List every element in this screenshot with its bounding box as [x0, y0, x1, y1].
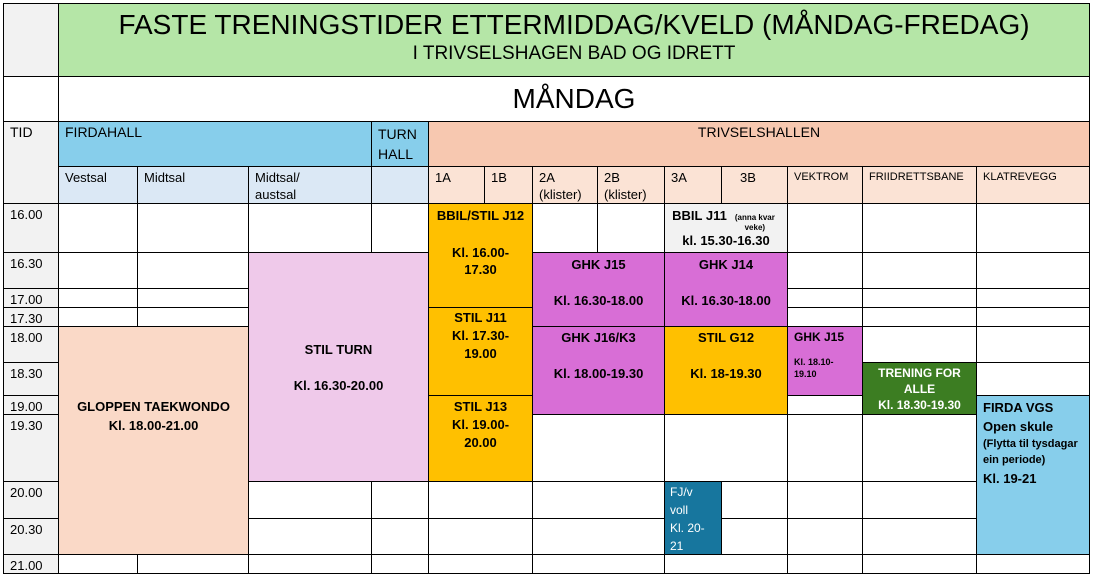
col-klatrevegg: KLATREVEGG — [976, 166, 1090, 204]
event-time: Kl. 17.30-19.00 — [451, 328, 510, 361]
event-time: Kl. 18.30-19.30 — [878, 397, 961, 412]
empty-cell — [371, 554, 429, 574]
trivselshallen-header: TRIVSELSHALLEN — [428, 121, 1090, 167]
col-1a: 1A — [428, 166, 485, 204]
event-time: Kl. 18.00-21.00 — [108, 418, 199, 433]
empty-cell — [862, 288, 977, 308]
event-title: TRENING FOR ALLE — [878, 365, 961, 396]
event-time: Kl. 16.30-18.00 — [681, 293, 771, 308]
empty-cell — [976, 362, 1090, 396]
time-1800: 18.00 — [3, 326, 59, 363]
turnhall-header — [371, 121, 429, 167]
empty-cell — [976, 252, 1090, 289]
col-3a: 3A — [664, 166, 722, 204]
col-2a-2: (klister) — [539, 187, 582, 202]
col-friidrett: FRIIDRETTSBANE — [862, 166, 977, 204]
empty-cell — [428, 554, 533, 574]
col-vektrom: VEKTROM — [787, 166, 863, 204]
event-ghk-j15 — [532, 252, 665, 327]
empty-cell — [976, 203, 1090, 253]
corner-cell — [3, 3, 59, 77]
empty-cell — [428, 518, 533, 555]
event-ghk-j14 — [664, 252, 788, 327]
event-title-row — [672, 208, 780, 233]
empty-cell — [428, 481, 533, 519]
event-time: Kl. 18.10-19.10 — [794, 357, 834, 379]
event-time: Kl. 19-21 — [983, 471, 1037, 486]
event-stil-turn — [248, 252, 429, 482]
empty-cell — [721, 481, 788, 519]
empty-cell — [787, 307, 863, 327]
empty-cell — [597, 203, 665, 253]
empty-cell — [137, 203, 249, 253]
empty-cell — [862, 518, 977, 555]
page-subtitle: I TRIVSELSHAGEN BAD OG IDRETT — [412, 43, 736, 64]
empty-cell — [371, 518, 429, 555]
col-3b: 3B — [721, 166, 788, 204]
col-2a — [532, 166, 598, 204]
event-time: Kl. 19.00-20.00 — [451, 417, 510, 450]
time-2000: 20.00 — [3, 481, 59, 519]
empty-cell — [58, 252, 138, 289]
col-2b — [597, 166, 665, 204]
event-title: GHK J15 — [794, 330, 845, 344]
empty-cell — [862, 203, 977, 253]
event-time: Kl. 18-19.30 — [690, 366, 762, 381]
empty-cell — [137, 554, 249, 574]
empty-cell — [862, 481, 977, 519]
event-note: (Flytta til tysdagar ein periode) — [983, 438, 1078, 466]
empty-cell — [248, 554, 372, 574]
event-firda-vgs — [976, 395, 1090, 555]
event-fj-voll — [664, 481, 722, 555]
event-time: Kl. 20-21 — [670, 521, 705, 553]
empty-cell — [787, 518, 863, 555]
day-title: MÅNDAG — [58, 76, 1090, 122]
firdahall-header: FIRDAHALL — [58, 121, 372, 167]
event-title: GHK J16/K3 — [561, 330, 636, 345]
empty-cell — [976, 288, 1090, 308]
col-midtsal: Midtsal — [137, 166, 249, 204]
empty-cell — [371, 481, 429, 519]
empty-cell — [664, 414, 788, 482]
event-title: GHK J14 — [698, 257, 754, 272]
event-gloppen-taekwondo — [58, 326, 249, 555]
event-time: kl. 15.30-16.30 — [682, 233, 770, 248]
empty-cell — [58, 203, 138, 253]
event-stil-g12 — [664, 326, 788, 415]
col-2a-1: 2A — [539, 170, 555, 185]
empty-cell — [862, 554, 977, 574]
event-title: STIL G12 — [697, 330, 755, 345]
event-title: STIL J13 — [453, 399, 508, 414]
event-bbil-stil-j12 — [428, 203, 533, 308]
col-midtsal-austsal-2: austsal — [255, 187, 297, 202]
event-time: Kl. 16.30-20.00 — [293, 377, 384, 393]
empty-cell — [371, 203, 429, 253]
empty-cell — [532, 554, 665, 574]
time-1830: 18.30 — [3, 362, 59, 396]
col-midtsal-austsal-1: Midtsal/ — [255, 170, 300, 185]
empty-cell — [532, 481, 665, 519]
empty-cell — [58, 288, 138, 308]
col-1b: 1B — [484, 166, 533, 204]
time-1900: 19.00 — [3, 395, 59, 415]
event-subtitle: Open skule — [983, 419, 1054, 434]
event-note: (anna kvar veke) — [734, 213, 775, 232]
empty-cell — [862, 307, 977, 327]
empty-cell — [862, 414, 977, 482]
empty-cell — [976, 326, 1090, 363]
event-bbil-j11 — [664, 203, 788, 253]
tid-header: TID — [3, 121, 59, 204]
event-ghk-j16-k3 — [532, 326, 665, 415]
empty-cell — [58, 307, 138, 327]
empty-cell — [664, 554, 788, 574]
time-2030: 20.30 — [3, 518, 59, 555]
turnhall-line2: HALL — [378, 146, 414, 162]
time-2100: 21.00 — [3, 554, 59, 574]
turnhall-line1: TURN — [378, 126, 417, 142]
event-title: STIL TURN — [304, 341, 373, 357]
time-1600: 16.00 — [3, 203, 59, 253]
col-midtsal-austsal — [248, 166, 372, 204]
empty-cell — [976, 307, 1090, 327]
event-title: GHK J15 — [571, 257, 626, 272]
empty-cell — [787, 554, 863, 574]
empty-cell — [248, 481, 372, 519]
time-1700: 17.00 — [3, 288, 59, 308]
empty-cell — [532, 414, 665, 482]
empty-cell — [787, 203, 863, 253]
empty-cell — [862, 252, 977, 289]
empty-cell — [787, 481, 863, 519]
col-2b-2: (klister) — [604, 187, 647, 202]
event-time: Kl. 18.00-19.30 — [553, 366, 644, 381]
event-time: Kl. 16.30-18.00 — [553, 293, 644, 308]
col-2b-1: 2B — [604, 170, 620, 185]
empty-cell — [248, 518, 372, 555]
event-trening-for-alle — [862, 362, 977, 415]
empty-cell — [137, 252, 249, 289]
empty-cell — [532, 518, 665, 555]
empty-cell — [721, 518, 788, 555]
event-stil-j11 — [428, 307, 533, 396]
time-1930: 19.30 — [3, 414, 59, 482]
empty-cell — [787, 288, 863, 308]
event-title: BBIL J11 — [672, 208, 727, 223]
event-ghk-j15-vektrom — [787, 326, 863, 396]
empty-cell — [137, 288, 249, 308]
empty-cell — [787, 395, 863, 415]
page-title: FASTE TRENINGSTIDER ETTERMIDDAG/KVELD (MÅNDAG-FREDAG) — [118, 9, 1030, 40]
event-title: BBIL/STIL J12 — [436, 208, 525, 223]
event-title: FJ/v voll — [670, 485, 693, 517]
title-banner — [58, 3, 1090, 77]
event-title: GLOPPEN TAEKWONDO — [77, 399, 230, 414]
empty-cell — [787, 414, 863, 482]
day-corner — [3, 76, 59, 122]
col-vestsal: Vestsal — [58, 166, 138, 204]
event-time: Kl. 16.00-17.30 — [451, 245, 510, 277]
col-turnhall — [371, 166, 429, 204]
empty-cell — [248, 203, 372, 253]
empty-cell — [976, 554, 1090, 574]
time-1730: 17.30 — [3, 307, 59, 327]
event-title: STIL J11 — [454, 310, 507, 325]
event-title: FIRDA VGS — [983, 400, 1054, 415]
time-1630: 16.30 — [3, 252, 59, 289]
empty-cell — [532, 203, 598, 253]
event-stil-j13 — [428, 395, 533, 482]
empty-cell — [862, 326, 977, 363]
empty-cell — [58, 554, 138, 574]
empty-cell — [787, 252, 863, 289]
empty-cell — [137, 307, 249, 327]
